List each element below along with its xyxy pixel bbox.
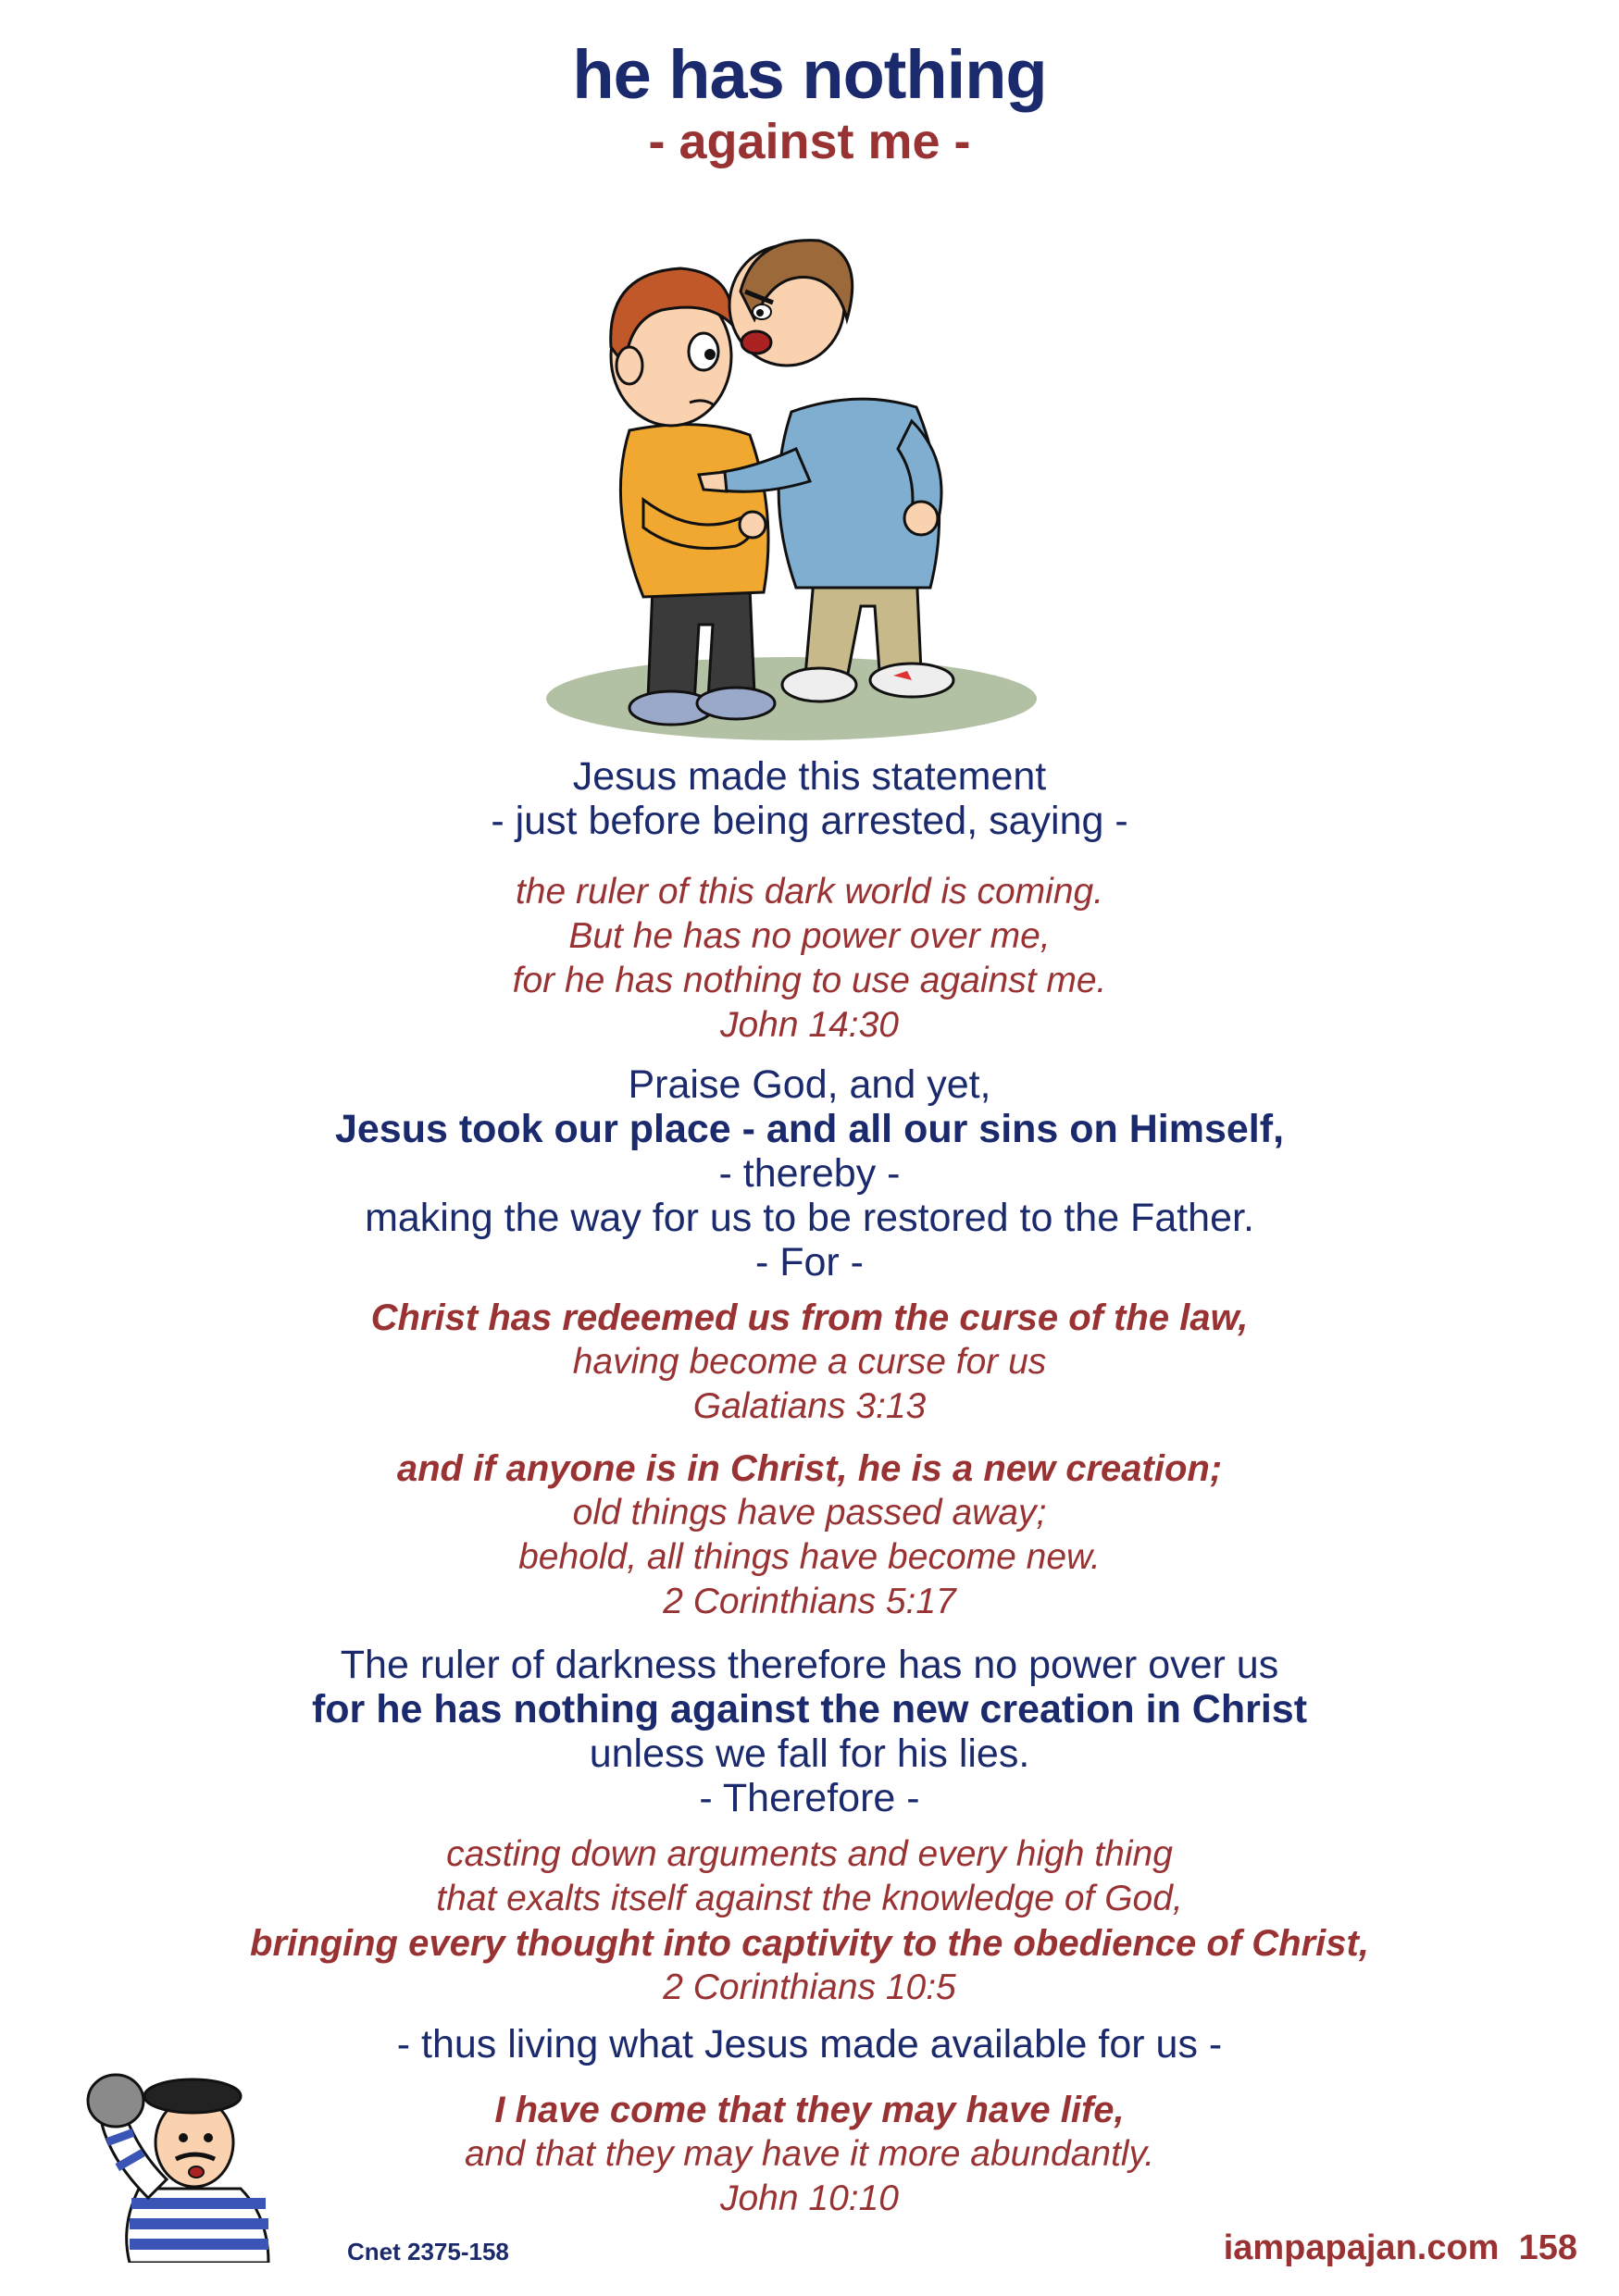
ruler-bold-line: for he has nothing against the new creation in Christ xyxy=(311,1687,1308,1731)
verse-line: and that they may have it more abundantly. xyxy=(464,2134,1155,2174)
verse-2-corinthians-5-17 xyxy=(0,1446,1619,1624)
verse-reference: John 10:10 xyxy=(719,2178,899,2218)
page-subtitle: - against me - xyxy=(648,114,971,169)
page-number: 158 xyxy=(1518,2228,1577,2267)
verse-bold-line: I have come that they may have life, xyxy=(494,2090,1125,2130)
praise-line: making the way for us to be restored to the Father. xyxy=(365,1196,1254,1240)
two-boys-arguing-illustration xyxy=(542,236,1041,754)
ruler-line: unless we fall for his lies. xyxy=(589,1731,1030,1776)
praise-bold-line: Jesus took our place - and all our sins on Himself, xyxy=(334,1107,1285,1151)
praise-line: Praise God, and yet, xyxy=(628,1062,991,1107)
verse-bold-line: and if anyone is in Christ, he is a new creation; xyxy=(396,1448,1223,1489)
verse-john-14-30 xyxy=(0,870,1619,1048)
verse-line: that exalts itself against the knowledge of God, xyxy=(436,1879,1183,1918)
verse-line: old things have passed away; xyxy=(572,1493,1047,1533)
site-and-page xyxy=(1224,2228,1577,2268)
verse-line: the ruler of this dark world is coming. xyxy=(515,872,1104,912)
praise-block xyxy=(0,1062,1619,1285)
ruler-block xyxy=(0,1643,1619,1820)
verse-line: But he has no power over me, xyxy=(568,916,1051,956)
intro-line: Jesus made this statement xyxy=(572,754,1047,799)
catalog-code: Cnet 2375-158 xyxy=(347,2238,509,2265)
verse-bold-line: Christ has redeemed us from the curse of the law, xyxy=(370,1297,1249,1338)
page-title: he has nothing xyxy=(572,36,1047,113)
ruler-line: - Therefore - xyxy=(699,1776,920,1820)
site-link[interactable]: iampapajan.com xyxy=(1223,2228,1500,2267)
verse-line: having become a curse for us xyxy=(572,1342,1047,1382)
ruler-line: The ruler of darkness therefore has no power over us xyxy=(340,1643,1279,1687)
mime-character-illustration xyxy=(83,2050,305,2263)
verse-line: behold, all things have become new. xyxy=(518,1537,1101,1577)
living-line: - thus living what Jesus made available for us - xyxy=(396,2022,1223,2066)
verse-bold-line: bringing every thought into captivity to the obedience of Christ, xyxy=(250,1923,1369,1964)
verse-reference: Galatians 3:13 xyxy=(692,1386,927,1426)
verse-reference: 2 Corinthians 10:5 xyxy=(663,1967,956,2007)
verse-2-corinthians-10-5 xyxy=(0,1832,1619,2010)
praise-line: - thereby - xyxy=(718,1151,901,1196)
intro-block xyxy=(0,754,1619,843)
verse-reference: 2 Corinthians 5:17 xyxy=(663,1582,956,1621)
verse-reference: John 14:30 xyxy=(719,1005,899,1045)
intro-line: - just before being arrested, saying - xyxy=(491,799,1128,843)
verse-line: for he has nothing to use against me. xyxy=(512,961,1107,1000)
verse-line: casting down arguments and every high thing xyxy=(446,1834,1173,1874)
praise-line: - For - xyxy=(754,1240,865,1285)
verse-galatians-3-13 xyxy=(0,1296,1619,1429)
